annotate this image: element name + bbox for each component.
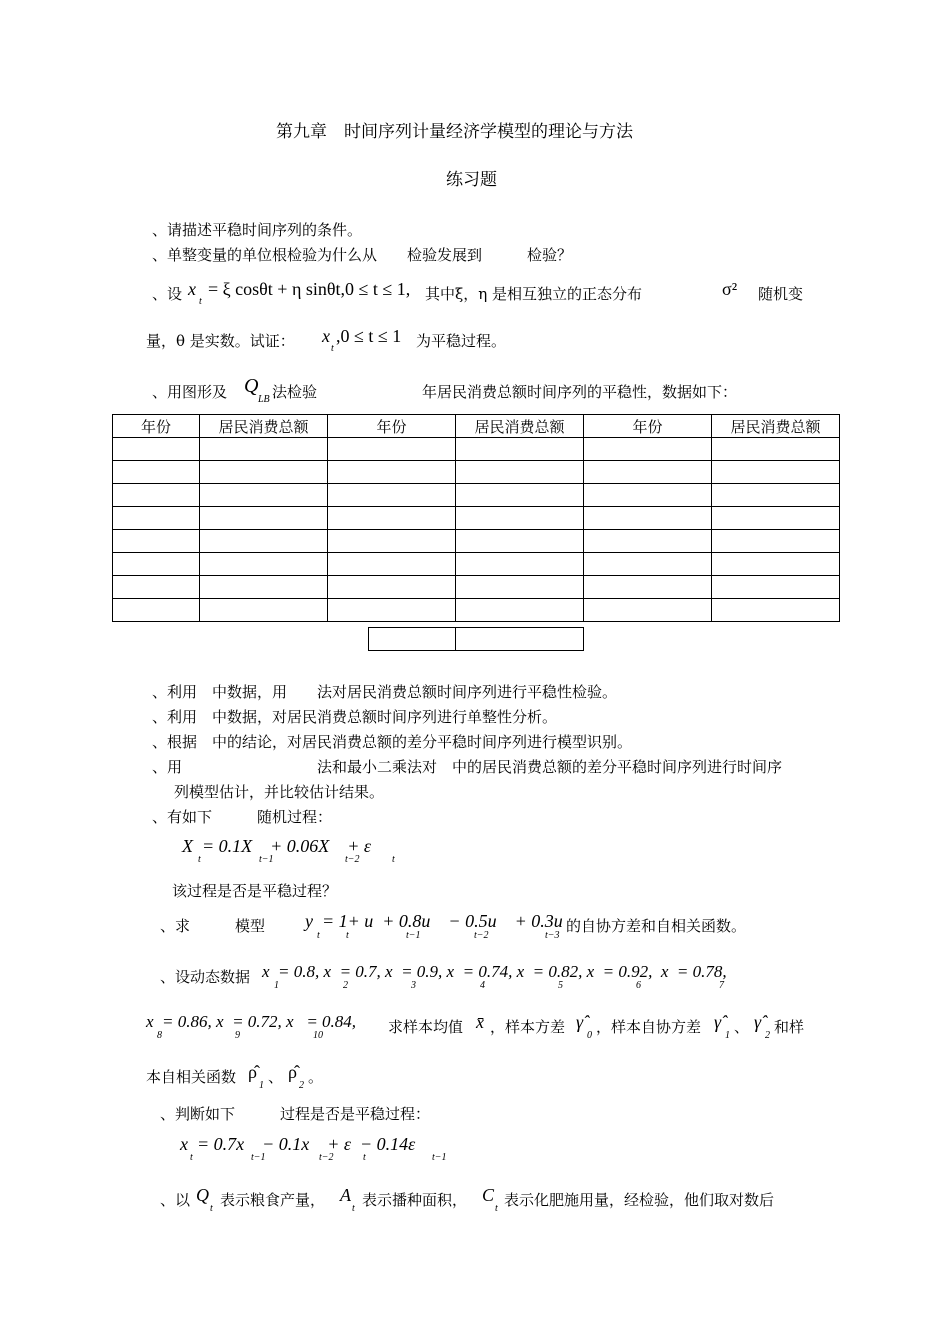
consumption-data-table <box>112 414 840 622</box>
sub-index: 6 <box>636 980 641 991</box>
sub-index: t <box>392 854 395 865</box>
table-header-cell: 年份 <box>328 415 456 438</box>
autocorrelation-2-symbol: ρ̂ <box>288 1062 297 1082</box>
question-4-q: Q <box>244 375 259 397</box>
question-2: 、单整变量的单位根检验为什么从 检验发展到 检验？ <box>152 246 573 264</box>
sample-mean-symbol: x̄ <box>476 1012 484 1032</box>
question-4-prefix: 、用图形及 <box>152 383 228 401</box>
question-12-formula: x = 0.7x − 0.1x + ε − 0.14ε <box>180 1134 416 1154</box>
table-header-cell: 居民消费总额 <box>712 415 840 438</box>
sub-index: t <box>317 930 320 941</box>
table-row <box>113 484 840 507</box>
question-4-rest: 法检验 年居民消费总额时间序列的平稳性，数据如下： <box>272 383 738 401</box>
sub-index: 10 <box>313 1030 323 1041</box>
question-9-formula: X = 0.1X + 0.06X + ε <box>182 836 372 856</box>
sub-index: t−1 <box>432 1152 447 1163</box>
question-9: 、有如下 随机过程： <box>152 808 333 826</box>
sub-index: t−1 <box>406 930 421 941</box>
autocovariance-1-symbol: γ̂ <box>714 1012 722 1032</box>
question-7: 、根据 中的结论，对居民消费总额的差分平稳时间序列进行模型识别。 <box>152 733 633 751</box>
question-3-sub-t: t <box>199 296 202 307</box>
sub-index: 0 <box>587 1030 592 1041</box>
question-13-text1: 表示粮食产量， <box>220 1191 326 1209</box>
table-row <box>113 553 840 576</box>
sub-index: 2 <box>765 1030 770 1041</box>
exercise-subtitle: 练习题 <box>446 170 497 190</box>
question-3-line2-a: 量，θ 是实数。试证： <box>146 332 295 350</box>
question-3-line2-c: 为平稳过程。 <box>416 332 507 350</box>
table-header-row <box>113 415 840 438</box>
question-13-text3: 表示化肥施用量，经检验，他们取对数后 <box>504 1191 775 1209</box>
question-13-text2: 表示播种面积， <box>362 1191 468 1209</box>
question-10-suffix: 的自协方差和自相关函数。 <box>566 917 747 935</box>
question-11-line2-text3: ，样本自协方差 <box>596 1018 702 1036</box>
table-row <box>113 599 840 622</box>
chapter-title: 第九章 时间序列计量经济学模型的理论与方法 <box>276 122 633 142</box>
question-3-text: 其中ξ，η 是相互独立的正态分布 <box>425 285 643 303</box>
sub-index: t−2 <box>345 854 360 865</box>
question-11-line2-text: 求样本均值 <box>388 1018 464 1036</box>
sub-index: 5 <box>558 980 563 991</box>
question-9-question: 该过程是否是平稳过程？ <box>172 882 338 900</box>
question-3-var-x: x <box>188 279 196 299</box>
sub-index: t <box>363 1152 366 1163</box>
question-3-line2-var-x: x <box>322 326 330 346</box>
question-8-line1: 、用 法和最小二乘法对 中的居民消费总额的差分平稳时间序列进行时间序 <box>152 758 783 776</box>
sub-index: t−2 <box>319 1152 334 1163</box>
question-11-line1-formula: x = 0.8, x = 0.7, x = 0.9, x = 0.74, x = 0.82, x = 0.92, x = 0.78, <box>262 962 727 981</box>
question-11-line3-text: 本自相关函数 <box>146 1068 237 1086</box>
question-11-prefix: 、设动态数据 <box>160 968 251 986</box>
sub-index: 2 <box>343 980 348 991</box>
question-11-line2-text4: 和样 <box>774 1018 805 1036</box>
question-3-sigma: σ² <box>722 279 738 299</box>
table-row <box>113 438 840 461</box>
table-header-cell: 居民消费总额 <box>456 415 584 438</box>
table-row <box>113 461 840 484</box>
sub-index: t−1 <box>259 854 274 865</box>
question-12: 、判断如下 过程是否是平稳过程： <box>160 1105 431 1123</box>
table-extra-cell <box>368 627 456 651</box>
table-row <box>113 530 840 553</box>
question-3-prefix: 、设 <box>152 285 183 303</box>
question-13-c: C <box>482 1185 495 1205</box>
table-header-cell: 年份 <box>113 415 200 438</box>
sub-index: 1 <box>259 1080 264 1091</box>
sub-index: t−3 <box>545 930 560 941</box>
question-11-line2-formula: x = 0.86, x = 0.72, x = 0.84, <box>146 1012 357 1031</box>
sub-index: 8 <box>157 1030 162 1041</box>
sub-index: t <box>352 1203 355 1214</box>
table-extra-cell <box>455 627 584 651</box>
separator: 、 <box>734 1018 750 1036</box>
sub-index: 9 <box>235 1030 240 1041</box>
sub-index: t <box>190 1152 193 1163</box>
sub-index: t−1 <box>251 1152 266 1163</box>
separator: 、 <box>268 1068 284 1086</box>
question-3-tail: 随机变 <box>758 285 804 303</box>
sub-index: 2 <box>299 1080 304 1091</box>
sub-index: t <box>346 930 349 941</box>
question-11-line3-end: 。 <box>308 1068 324 1086</box>
sub-index: t−2 <box>474 930 489 941</box>
sub-index: 1 <box>274 980 279 991</box>
table-row <box>113 507 840 530</box>
question-11-line2-text2: ，样本方差 <box>490 1018 566 1036</box>
sub-index: 3 <box>411 980 416 991</box>
question-13-prefix: 、以 <box>160 1191 191 1209</box>
sub-index: t <box>210 1203 213 1214</box>
sub-index: t <box>495 1203 498 1214</box>
question-1: 、请描述平稳时间序列的条件。 <box>152 221 363 239</box>
question-6: 、利用 中数据，对居民消费总额时间序列进行单整性分析。 <box>152 708 558 726</box>
question-5: 、利用 中数据，用 法对居民消费总额时间序列进行平稳性检验。 <box>152 683 618 701</box>
table-row <box>113 576 840 599</box>
table-header-cell: 居民消费总额 <box>200 415 328 438</box>
question-3-line2-sub-t: t <box>331 343 334 354</box>
sample-variance-symbol: γ̂ <box>576 1012 584 1032</box>
question-10-prefix: 、求 模型 <box>160 917 266 935</box>
sub-index: 4 <box>480 980 485 991</box>
question-8-line2: 列模型估计，并比较估计结果。 <box>174 783 385 801</box>
question-13-a: A <box>340 1185 351 1205</box>
question-3-line2-formula: ,0 ≤ t ≤ 1 <box>336 326 402 346</box>
question-4-sub-lb: LB <box>258 394 270 405</box>
autocovariance-2-symbol: γ̂ <box>754 1012 762 1032</box>
autocorrelation-1-symbol: ρ̂ <box>248 1062 257 1082</box>
table-header-cell: 年份 <box>584 415 712 438</box>
sub-index: 7 <box>719 980 724 991</box>
question-13-q: Q <box>196 1185 209 1205</box>
question-3-formula: = ξ cosθt + η sinθt,0 ≤ t ≤ 1, <box>208 279 411 299</box>
sub-index: t <box>198 854 201 865</box>
sub-index: 1 <box>725 1030 730 1041</box>
question-10-formula: y = 1+ u + 0.8u − 0.5u + 0.3u <box>305 911 563 931</box>
